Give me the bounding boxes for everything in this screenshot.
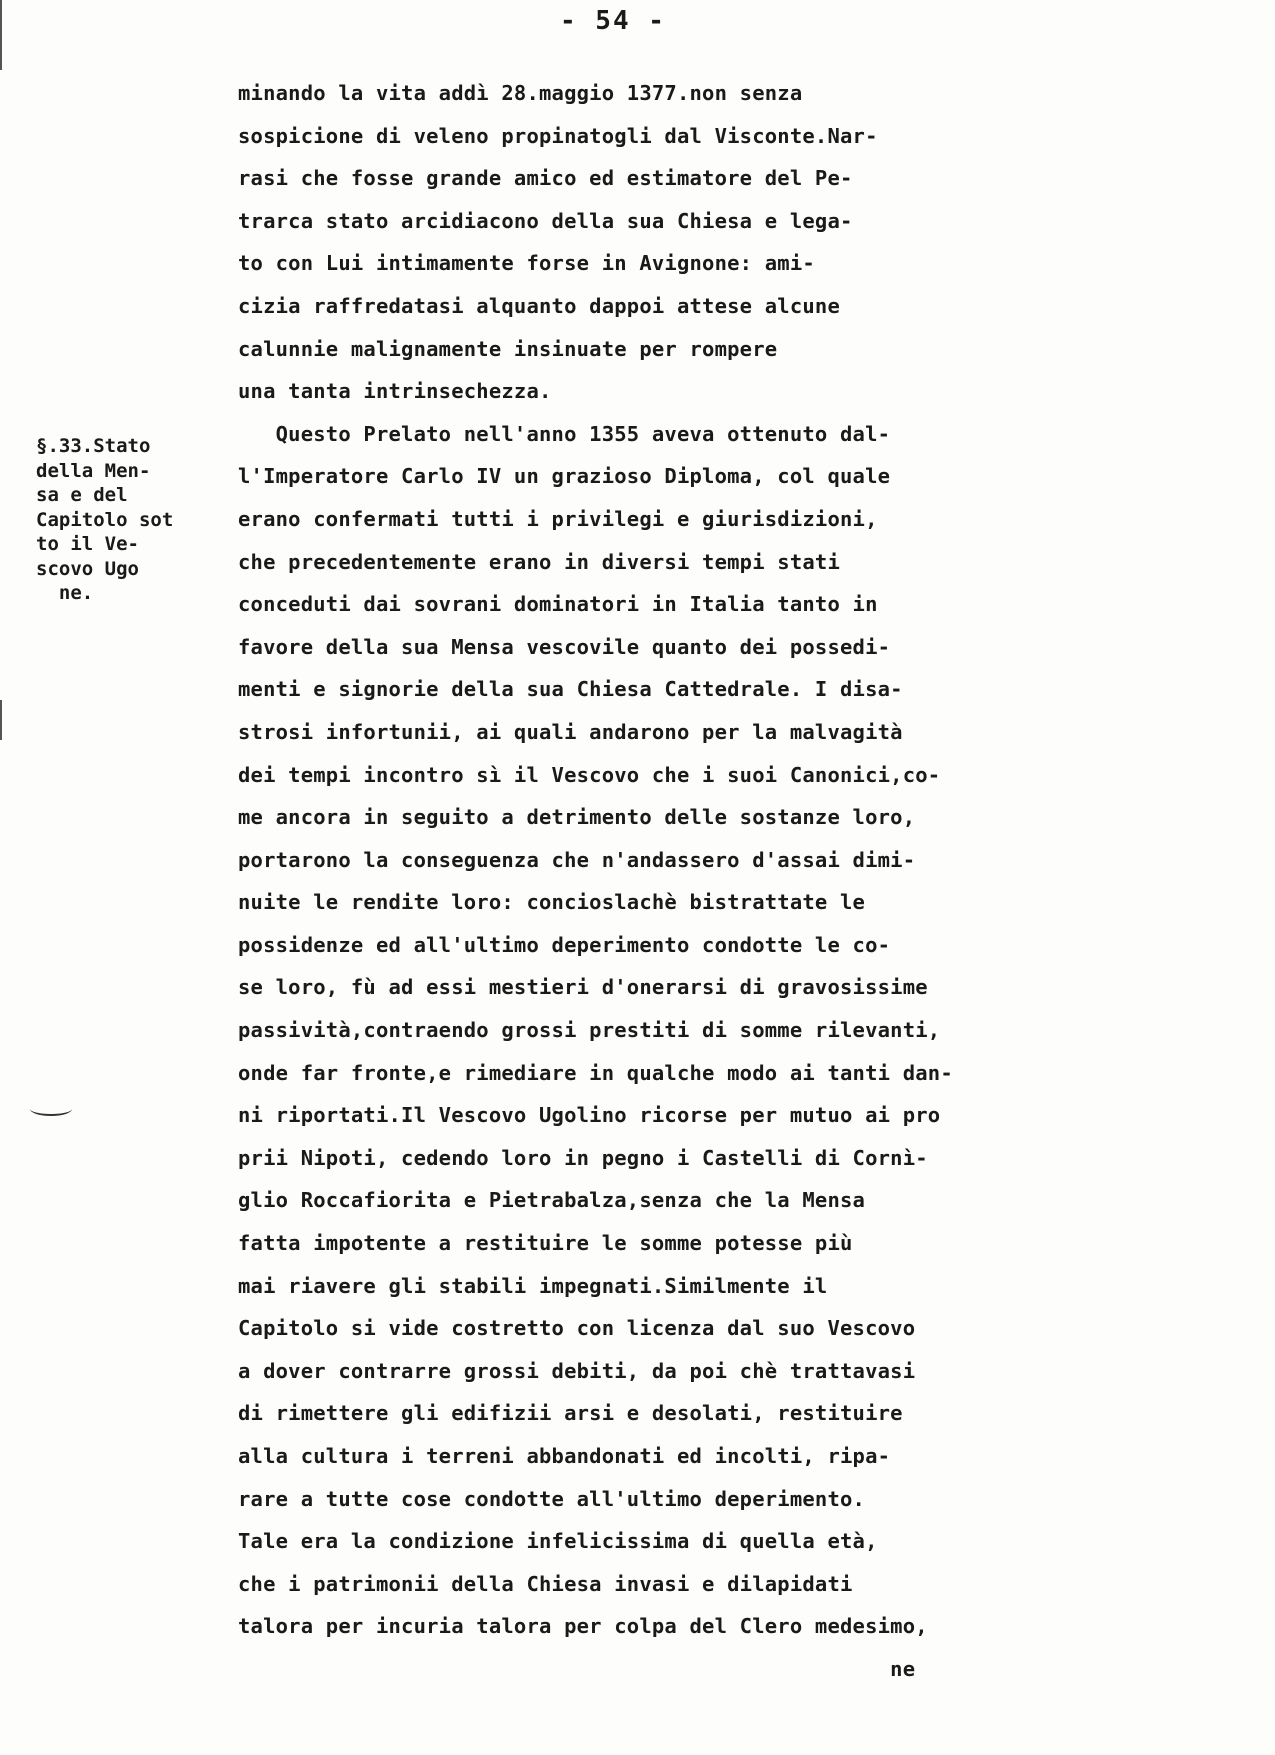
- text-line: onde far fronte,e rimediare in qualche modo ai tanti dan-: [238, 1060, 953, 1085]
- text-line: dei tempi incontro sì il Vescovo che i suoi Canonici,co-: [238, 762, 941, 787]
- text-line: prii Nipoti, cedendo loro in pegno i Castelli di Cornì-: [238, 1145, 928, 1170]
- text-line: glio Roccafiorita e Pietrabalza,senza che la Mensa: [238, 1188, 866, 1213]
- text-line: trarca stato arcidiacono della sua Chiesa e lega-: [238, 208, 853, 233]
- text-line: menti e signorie della sua Chiesa Cattedrale. I disa-: [238, 677, 903, 702]
- margin-note-line: Capitolo sot: [36, 508, 174, 531]
- text-line: ne: [238, 1656, 916, 1681]
- text-line: nuite le rendite loro: concioslachè bistrattate le: [238, 890, 866, 915]
- text-line: mai riavere gli stabili impegnati.Similmente il: [238, 1273, 828, 1298]
- text-line: to con Lui intimamente forse in Avignone: ami-: [238, 251, 815, 276]
- text-line: l'Imperatore Carlo IV un grazioso Diploma, col quale: [238, 464, 891, 489]
- text-line: me ancora in seguito a detrimento delle sostanze loro,: [238, 805, 916, 830]
- text-line: minando la vita addì 28.maggio 1377.non senza: [238, 81, 803, 105]
- margin-note-line: §.33.Stato: [36, 435, 151, 457]
- text-line: rare a tutte cose condotte all'ultimo deperimento.: [238, 1486, 866, 1511]
- text-line: rasi che fosse grande amico ed estimatore del Pe-: [238, 166, 853, 191]
- text-line: una tanta intrinsechezza.: [238, 379, 552, 404]
- text-line: erano confermati tutti i privilegi e giurisdizioni,: [238, 506, 878, 531]
- text-line: strosi infortunii, ai quali andarono per la malvagità: [238, 719, 903, 744]
- text-line: possidenze ed all'ultimo deperimento condotte le co-: [238, 932, 891, 957]
- page-edge-mark: [0, 0, 2, 70]
- margin-note: [36, 434, 206, 606]
- text-line: a dover contrarre grossi debiti, da poi chè trattavasi: [238, 1358, 916, 1383]
- text-line: calunnie malignamente insinuate per rompere: [238, 336, 778, 361]
- text-line: ni riportati.Il Vescovo Ugolino ricorse per mutuo ai pro: [238, 1103, 941, 1128]
- text-line: alla cultura i terreni abbandonati ed incolti, ripa-: [238, 1444, 891, 1468]
- text-line: portarono la conseguenza che n'andassero d'assai dimi-: [238, 847, 916, 872]
- margin-note-line: della Men-: [36, 459, 151, 482]
- text-line: che precedentemente erano in diversi tempi stati: [238, 549, 841, 574]
- text-line: fatta impotente a restituire le somme potesse più: [238, 1231, 853, 1256]
- text-line: Questo Prelato nell'anno 1355 aveva ottenuto dal-: [238, 421, 891, 446]
- margin-note-line: to il Ve-: [36, 533, 139, 555]
- text-line: favore della sua Mensa vescovile quanto dei possedi-: [238, 634, 891, 659]
- text-line: sospicione di veleno propinatogli dal Visconte.Nar-: [238, 123, 878, 148]
- text-line: cizia raffredatasi alquanto dappoi attese alcune: [238, 293, 841, 318]
- margin-note-line: ne.: [36, 582, 94, 604]
- text-line: se loro, fù ad essi mestieri d'onerarsi di gravosissime: [238, 975, 928, 1000]
- text-line: passività,contraendo grossi prestiti di somme rilevanti,: [238, 1018, 941, 1043]
- text-line: talora per incuria talora per colpa del Clero medesimo,: [238, 1614, 928, 1639]
- text-line: Capitolo si vide costretto con licenza dal suo Vescovo: [238, 1316, 916, 1341]
- margin-note-line: scovo Ugo: [36, 557, 139, 580]
- page-edge-mark: [0, 700, 2, 740]
- text-line: di rimettere gli edifizii arsi e desolati, restituire: [238, 1401, 903, 1426]
- margin-ink-mark: [30, 1102, 72, 1116]
- text-line: Tale era la condizione infelicissima di quella età,: [238, 1529, 878, 1554]
- page-number: - 54 -: [560, 6, 666, 36]
- margin-note-line: sa e del: [36, 484, 128, 506]
- text-line: conceduti dai sovrani dominatori in Italia tanto in: [238, 592, 878, 617]
- body-text: [238, 72, 1098, 1691]
- text-line: che i patrimonii della Chiesa invasi e dilapidati: [238, 1571, 853, 1596]
